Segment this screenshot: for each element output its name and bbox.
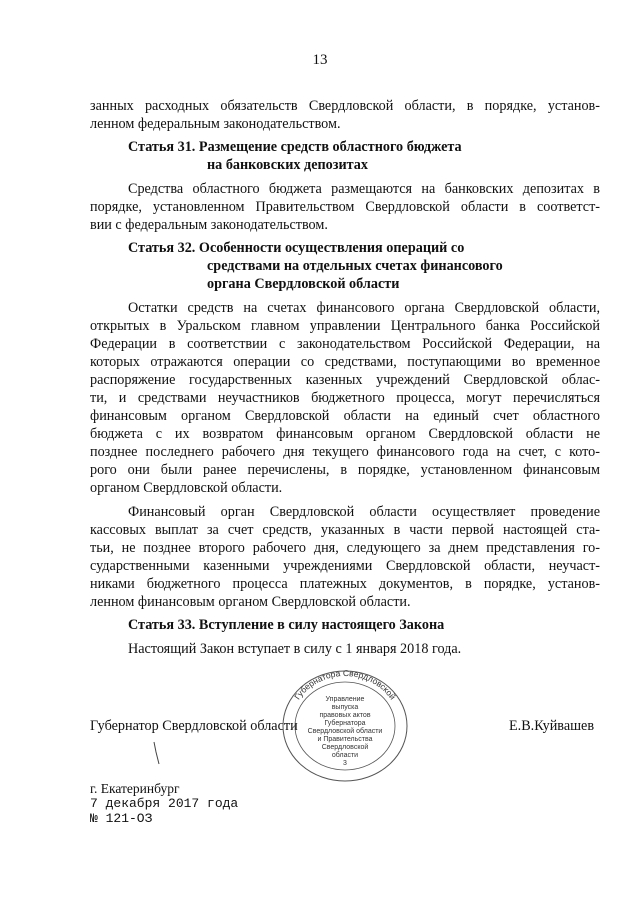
signature-scribble: [150, 740, 170, 768]
stamp-line: правовых актов: [319, 712, 371, 719]
body-text-line: Средства областного бюджета размещаются на банковских депозитах в: [128, 181, 600, 197]
signatory-name: Е.В.Куйвашев: [509, 718, 595, 734]
stamp-line: Свердловской области: [307, 728, 383, 735]
article-31-heading-cont: на банковских депозитах: [207, 157, 368, 173]
stamp-line: Губернатора: [324, 720, 366, 727]
article-33-heading: Статья 33. Вступление в силу настоящего Закона: [128, 617, 445, 633]
law-date: 7 декабря 2017 года: [90, 796, 239, 811]
body-text-line: бюджета с их возвратом финансовым органом Свердловской области не: [90, 426, 600, 442]
body-text-line: рого они были ранее перечислены, в порядке, установленном финансовым: [90, 462, 600, 478]
article-31-heading: Статья 31. Размещение средств областного бюджета: [128, 139, 462, 155]
body-text-line: порядке, установленном Правительством Свердловской области в соответст-: [90, 199, 600, 215]
body-text-line: позднее последнего рабочего дня текущего финансового года на счет, с кото-: [90, 444, 600, 460]
body-text-line: открытых в Уральском главном управлении Центрального банка Российской: [90, 318, 600, 334]
stamp-line: Свердловской: [321, 744, 369, 751]
body-text-line: кассовых выплат за счет средств, указанных в части первой настоящей ста-: [90, 522, 600, 538]
body-text-line: распоряжение государственных казенных учреждений Свердловской облас-: [90, 372, 600, 388]
stamp-line: Управление: [325, 696, 365, 703]
body-text-line: ленном федеральным законодательством.: [90, 116, 341, 132]
body-text-line: финансовым органом Свердловской области на единый счет областного: [90, 408, 600, 424]
body-text-line: никами бюджетного процесса платежных документов, в порядке, установ-: [90, 576, 600, 592]
signatory-position: Губернатор Свердловской области: [90, 718, 298, 734]
body-text-line: органом Свердловской области.: [90, 480, 283, 496]
body-text-line: вии с федеральным законодательством.: [90, 217, 328, 233]
official-stamp: [279, 668, 411, 784]
body-text-line: Федерации в соответствии с законодательством Российской Федерации, на: [90, 336, 600, 352]
stamp-line: области: [331, 752, 359, 759]
body-text-line: Настоящий Закон вступает в силу с 1 января 2018 года.: [128, 641, 462, 657]
city: г. Екатеринбург: [90, 781, 180, 796]
stamp-outer-text: Губернатора Свердловской: [292, 668, 398, 702]
stamp-line: 3: [343, 760, 347, 767]
article-32-heading-cont: средствами на отдельных счетах финансового: [207, 258, 503, 274]
law-number: № 121-ОЗ: [90, 811, 153, 826]
body-text-line: Финансовый орган Свердловской области осуществляет проведение: [128, 504, 600, 520]
page-number: 13: [312, 52, 328, 68]
article-32-heading: Статья 32. Особенности осуществления операций со: [128, 240, 465, 256]
body-text-line: ти, и средствами неучастников бюджетного процесса, могут перечисляться: [90, 390, 600, 406]
body-text-line: ленном финансовым органом Свердловской области.: [90, 594, 411, 610]
body-text-line: занных расходных обязательств Свердловской области, в порядке, установ-: [90, 98, 600, 114]
body-text-line: Остатки средств на счетах финансового органа Свердловской области,: [128, 300, 600, 316]
body-text-line: тьи, не позднее второго рабочего дня, следующего за днем представления го-: [90, 540, 600, 556]
body-text-line: сударственными казенными учреждениями Свердловской области, неучаст-: [90, 558, 600, 574]
stamp-line: выпуска: [331, 704, 359, 711]
article-32-heading-cont: органа Свердловской области: [207, 276, 400, 292]
body-text-line: которых отражаются операции со средствами, поступающими во временное: [90, 354, 600, 370]
stamp-line: и Правительства: [317, 736, 373, 743]
